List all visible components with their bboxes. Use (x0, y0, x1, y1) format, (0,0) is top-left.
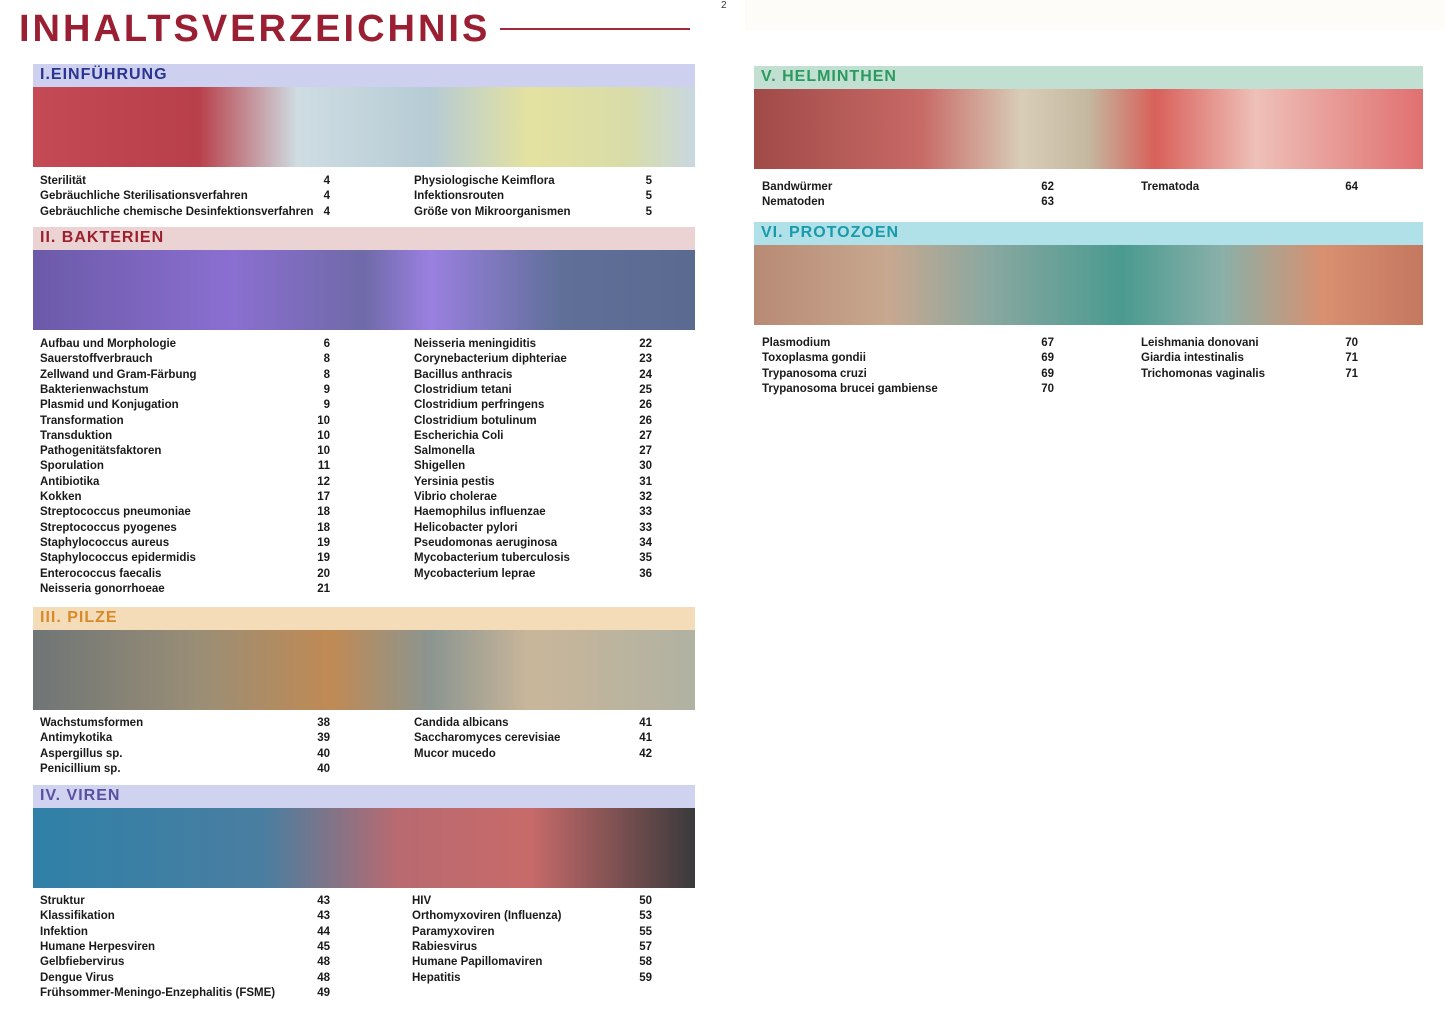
toc-page-number: 33 (639, 506, 652, 519)
toc-page-number: 70 (1345, 337, 1358, 349)
toc-page-number: 40 (317, 747, 330, 760)
toc-entry[interactable]: Mucor mucedo (414, 747, 496, 760)
toc-entry[interactable]: Mycobacterium leprae (414, 567, 536, 580)
toc-entry[interactable]: Bandwürmer (762, 181, 833, 193)
toc-page-number: 22 (639, 338, 652, 350)
toc-page-number: 48 (317, 971, 330, 984)
toc-entry[interactable]: Helicobacter pylori (414, 521, 518, 534)
section-protozoen (754, 222, 1423, 325)
toc-entry[interactable]: Klassifikation (40, 910, 115, 923)
toc-entry[interactable]: Sauerstoffverbrauch (40, 353, 153, 366)
section-heading: IV. VIREN (33, 785, 695, 808)
toc-entry[interactable]: Trypanosoma brucei gambiense (762, 382, 938, 395)
toc-page-number: 43 (317, 910, 330, 923)
toc-page-number: 67 (1041, 337, 1054, 349)
toc-page-number: 41 (639, 732, 652, 745)
toc-entry[interactable]: Leishmania donovani (1141, 337, 1259, 349)
toc-page-number: 57 (639, 940, 652, 953)
section-heading: VI. PROTOZOEN (754, 222, 1423, 245)
toc-entry[interactable]: Größe von Mikroorganismen (414, 205, 571, 218)
toc-entry[interactable]: Salmonella (414, 445, 475, 458)
toc-page-number: 8 (323, 368, 330, 381)
toc-page-number: 71 (1345, 367, 1358, 380)
toc-page-number: 69 (1041, 352, 1054, 365)
toc-entry[interactable]: Trematoda (1141, 181, 1200, 193)
toc-page-number: 62 (1041, 181, 1054, 193)
toc-page-number: 25 (639, 383, 652, 396)
section-banner-image (33, 630, 695, 710)
toc-entry[interactable]: Rabiesvirus (412, 940, 478, 953)
section-banner-image (33, 250, 695, 330)
toc-entry[interactable]: Hepatitis (412, 971, 461, 984)
toc-page-number: 34 (639, 536, 652, 549)
toc-page-number: 58 (639, 956, 652, 969)
toc-page-number: 4 (323, 175, 330, 187)
toc-entry[interactable]: Dengue Virus (40, 971, 114, 984)
page-number: 2 (721, 0, 727, 11)
toc-page-number: 41 (639, 717, 652, 729)
toc-page-number: 71 (1345, 352, 1358, 365)
toc-page-number: 27 (639, 445, 652, 458)
section-banner-image (754, 245, 1423, 325)
toc-page-number: 26 (639, 399, 652, 412)
toc-page-number: 18 (317, 506, 330, 519)
toc-entry[interactable]: Kokken (40, 491, 82, 503)
toc-entry[interactable]: Neisseria gonorrhoeae (40, 582, 165, 595)
toc-page-number: 33 (639, 521, 652, 534)
toc-entry[interactable]: Staphylococcus aureus (40, 536, 170, 549)
toc-page-number: 70 (1041, 382, 1054, 395)
toc-entry[interactable]: Infektion (40, 925, 88, 938)
toc-page-number: 38 (317, 717, 330, 729)
toc-page-number: 5 (645, 190, 652, 203)
toc-page-number: 24 (639, 368, 652, 381)
page-title: INHALTSVERZEICHNIS (19, 8, 491, 50)
toc-entry[interactable]: Gelbfiebervirus (40, 956, 125, 969)
toc-page-number: 4 (323, 190, 330, 203)
toc-entry[interactable]: Aspergillus sp. (40, 747, 123, 760)
toc-page-number: 44 (317, 925, 330, 938)
toc-entry[interactable]: Sporulation (40, 460, 104, 473)
toc-page-number: 10 (317, 414, 330, 427)
toc-entry[interactable]: Pathogenitätsfaktoren (40, 445, 162, 458)
toc-page-number: 19 (317, 536, 330, 549)
toc-entry[interactable]: Neisseria meningiditis (414, 338, 537, 350)
toc-entry[interactable]: Corynebacterium diphteriae (414, 353, 567, 366)
toc-page-number: 43 (317, 895, 330, 907)
section-heading: V. HELMINTHEN (754, 66, 1423, 89)
section-einfuehrung (33, 64, 695, 167)
section-heading: I.EINFÜHRUNG (33, 64, 695, 87)
toc-page-number: 59 (639, 971, 652, 984)
toc-entry[interactable]: Clostridium tetani (414, 383, 512, 396)
toc-page-number: 21 (317, 582, 330, 595)
section-heading: II. BAKTERIEN (33, 227, 695, 250)
toc-entry[interactable]: Paramyxoviren (412, 925, 495, 938)
section-bakterien (33, 227, 695, 330)
toc-entry[interactable]: Mycobacterium tuberculosis (414, 552, 570, 565)
toc-entry[interactable]: Vibrio cholerae (414, 491, 497, 503)
toc-page-number: 31 (639, 475, 652, 488)
toc-entry[interactable]: Haemophilus influenzae (414, 506, 546, 519)
toc-page-number: 30 (639, 460, 652, 473)
toc-page-number: 27 (639, 429, 652, 442)
toc-entry[interactable]: Clostridium botulinum (414, 414, 537, 427)
toc-entry[interactable]: Orthomyxoviren (Influenza) (412, 910, 562, 923)
toc-page-number: 9 (323, 399, 330, 412)
toc-entry[interactable]: Pseudomonas aeruginosa (414, 536, 558, 549)
toc-entry[interactable]: Saccharomyces cerevisiae (414, 732, 561, 745)
toc-entry[interactable]: Wachstumsformen (40, 717, 144, 729)
toc-page-number: 23 (639, 353, 652, 366)
toc-entry[interactable]: Plasmodium (762, 337, 831, 349)
toc-page-number: 12 (317, 475, 330, 488)
toc-entry[interactable]: Transformation (40, 414, 124, 427)
toc-entry[interactable]: Frühsommer-Meningo-Enzephalitis (FSME) (40, 986, 276, 999)
toc-entry[interactable]: Antimykotika (40, 732, 113, 745)
toc-page-number: 5 (645, 205, 652, 218)
toc-page-number: 26 (639, 414, 652, 427)
toc-page-number: 5 (645, 175, 652, 187)
toc-entry[interactable]: Gebräuchliche chemische Desinfektionsverfahren (40, 205, 314, 218)
toc-page-number: 10 (317, 445, 330, 458)
toc-entry[interactable]: Nematoden (762, 196, 825, 209)
section-heading: III. PILZE (33, 607, 695, 630)
toc-entry[interactable]: Trichomonas vaginalis (1141, 367, 1265, 380)
toc-entry[interactable]: Escherichia Coli (414, 429, 504, 442)
toc-page-number: 63 (1041, 196, 1054, 209)
section-banner-image (754, 89, 1423, 169)
toc-entry[interactable]: Aufbau und Morphologie (40, 338, 177, 350)
toc-page-number: 8 (323, 353, 330, 366)
toc-page-number: 55 (639, 925, 652, 938)
toc-entry[interactable]: Giardia intestinalis (1141, 352, 1244, 365)
toc-page-number: 64 (1345, 181, 1358, 193)
toc-entry[interactable]: HIV (412, 895, 432, 907)
title-divider (500, 28, 690, 30)
toc-entry[interactable]: Bacillus anthracis (414, 368, 513, 381)
toc-entry[interactable]: Bakterienwachstum (40, 383, 149, 396)
toc-page-number: 19 (317, 552, 330, 565)
toc-page-number: 4 (323, 205, 330, 218)
toc-entry[interactable]: Streptococcus pneumoniae (40, 506, 191, 519)
toc-page-number: 6 (323, 338, 330, 350)
toc-entry[interactable]: Humane Herpesviren (40, 940, 156, 953)
toc-page-number: 69 (1041, 367, 1054, 380)
toc-page-number: 9 (323, 383, 330, 396)
section-banner-image (33, 808, 695, 888)
toc-entry[interactable]: Clostridium perfringens (414, 399, 545, 412)
toc-entry[interactable]: Humane Papillomaviren (412, 956, 543, 969)
toc-page-number: 32 (639, 491, 652, 503)
section-banner-image (33, 87, 695, 167)
toc-page-number: 35 (639, 552, 652, 565)
toc-page-number: 39 (317, 732, 330, 745)
section-viren (33, 785, 695, 888)
toc-entry[interactable]: Plasmid und Konjugation (40, 399, 179, 412)
toc-page-number: 42 (639, 747, 652, 760)
toc-entry[interactable]: Penicillium sp. (40, 762, 121, 775)
toc-page-number: 20 (317, 567, 330, 580)
toc-entry[interactable]: Zellwand und Gram-Färbung (40, 368, 197, 381)
toc-page-number: 49 (317, 986, 330, 999)
toc-entry[interactable]: Toxoplasma gondii (762, 352, 866, 365)
section-pilze (33, 607, 695, 710)
toc-page-number: 10 (317, 429, 330, 442)
toc-page-number: 50 (639, 895, 652, 907)
toc-entry[interactable]: Physiologische Keimflora (414, 175, 555, 187)
toc-page-number: 18 (317, 521, 330, 534)
toc-entry[interactable]: Infektionsrouten (414, 190, 505, 203)
toc-entry[interactable]: Staphylococcus epidermidis (40, 552, 196, 565)
top-strip (745, 0, 1445, 30)
toc-page-number: 53 (639, 910, 652, 923)
toc-entry[interactable]: Enterococcus faecalis (40, 567, 162, 580)
toc-page-number: 36 (639, 567, 652, 580)
toc-entry[interactable]: Yersinia pestis (414, 475, 495, 488)
toc-page-number: 40 (317, 762, 330, 775)
toc-page-number: 45 (317, 940, 330, 953)
toc-entry[interactable]: Antibiotika (40, 475, 100, 488)
toc-page-number: 17 (317, 491, 330, 503)
toc-page-number: 48 (317, 956, 330, 969)
toc-entry[interactable]: Candida albicans (414, 717, 509, 729)
toc-entry[interactable]: Struktur (40, 895, 85, 907)
toc-page-number: 11 (317, 460, 330, 473)
toc-entry[interactable]: Trypanosoma cruzi (762, 367, 867, 380)
toc-entry[interactable]: Sterilität (40, 175, 87, 187)
toc-entry[interactable]: Streptococcus pyogenes (40, 521, 177, 534)
toc-entry[interactable]: Shigellen (414, 460, 466, 473)
toc-entry[interactable]: Gebräuchliche Sterilisationsverfahren (40, 190, 248, 203)
toc-entry[interactable]: Transduktion (40, 429, 113, 442)
section-helminthen (754, 66, 1423, 169)
